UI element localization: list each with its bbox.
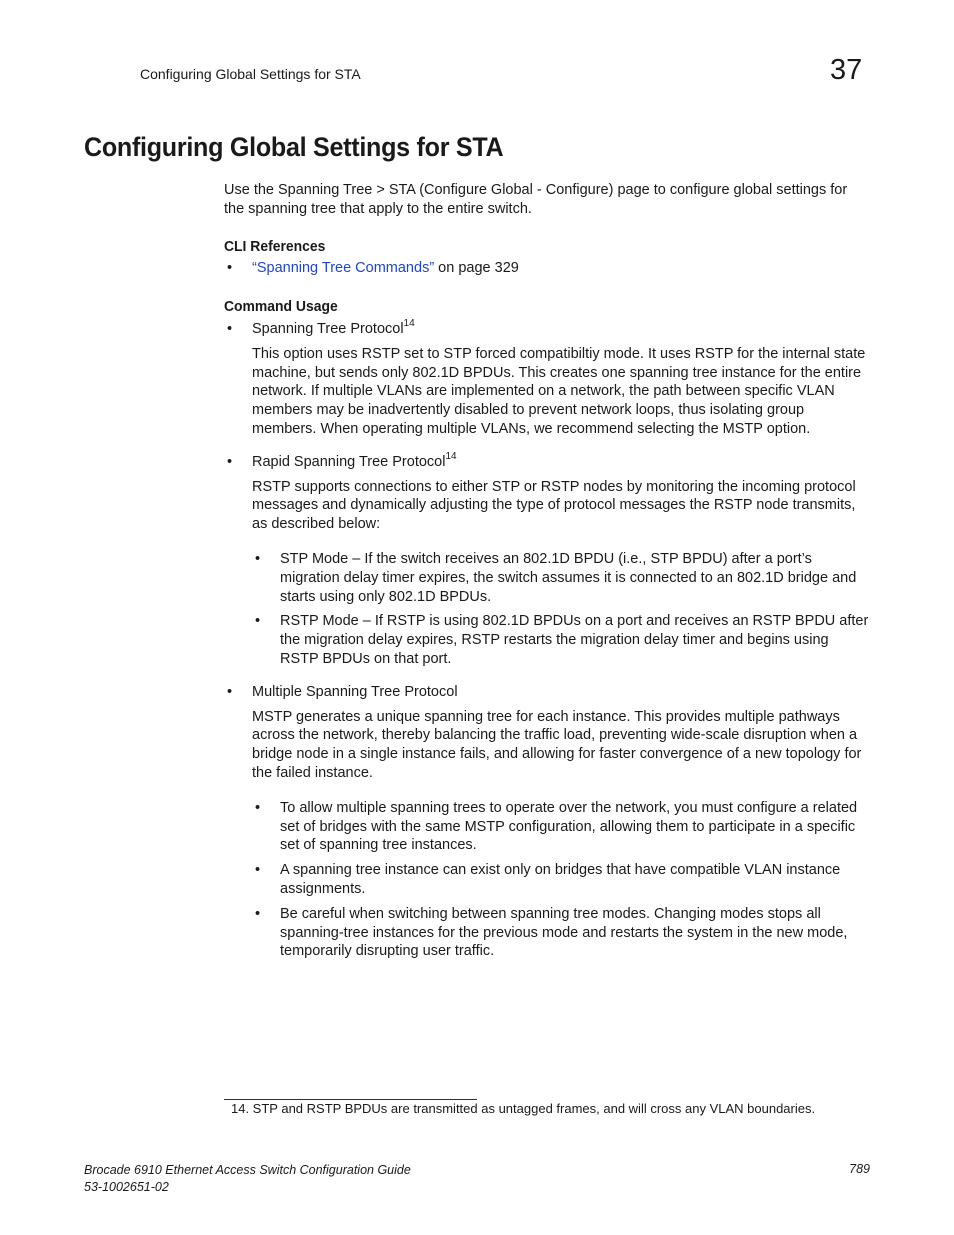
page-title: Configuring Global Settings for STA <box>84 132 504 162</box>
stp-description: This option uses RSTP set to STP forced compatibiltiy mode. It uses RSTP for the internal state machine, but sends only 802.1D BPDUs. This creates one spanning tree instance for the entire network. If multiple VLANs are implemented on a network, the path between specific VLAN members may be inadvertently disabled to prevent network loops, thus isolating group members. When operating multiple VLANs, we recommend selecting the MSTP option. <box>252 345 866 437</box>
list-item: • To allow multiple spanning trees to operate over the network, you must configure a related set of bridges with the same MSTP configuration, allowing them to participate in a specific set of spanning tree instances. <box>252 799 869 855</box>
page-number: 789 <box>849 1162 870 1176</box>
cli-references-heading: CLI References <box>224 238 326 255</box>
list-item: • Be careful when switching between spanning tree modes. Changing modes stops all spanning-tree instances for the previous mode and restarts the system in the new mode, temporarily disrupting user traffic. <box>252 905 869 961</box>
guide-title: Brocade 6910 Ethernet Access Switch Configuration Guide <box>84 1163 411 1177</box>
list-item <box>224 259 869 278</box>
command-usage-list <box>224 317 869 961</box>
list-item: • RSTP Mode – If RSTP is using 802.1D BPDUs on a port and receives an RSTP BPDU after the migration delay expires, RSTP restarts the migration delay timer and begins using RSTP BPDUs on that port. <box>252 612 869 668</box>
list-item-mstp <box>224 683 869 961</box>
cli-references-list <box>224 259 869 278</box>
chapter-number: 37 <box>830 54 863 86</box>
stp-label: Spanning Tree Protocol <box>252 320 404 337</box>
mstp-description: MSTP generates a unique spanning tree for each instance. This provides multiple pathways across the network, thereby balancing the traffic load, preventing wide-scale disruption when a bridge node in a single instance fails, and allowing for faster convergence of a new topology for the failed instance. <box>252 708 862 781</box>
running-header: Configuring Global Settings for STA <box>140 66 361 82</box>
footnote-divider <box>224 1099 477 1100</box>
document-number: 53-1002651-02 <box>84 1180 169 1194</box>
rstp-label: Rapid Spanning Tree Protocol <box>252 453 446 470</box>
footer <box>84 1162 411 1196</box>
rstp-mode-list <box>252 550 869 669</box>
mstp-label: Multiple Spanning Tree Protocol <box>252 683 458 700</box>
rstp-description: RSTP supports connections to either STP or RSTP nodes by monitoring the incoming protocol messages and dynamically adjusting the type of protocol messages the RSTP node transmits, as described below: <box>252 478 856 533</box>
list-item-rstp <box>224 450 869 669</box>
command-usage-heading: Command Usage <box>224 299 338 316</box>
spanning-tree-commands-link[interactable]: “Spanning Tree Commands” <box>252 260 435 277</box>
main-content <box>224 181 869 961</box>
footnote: 14. STP and RSTP BPDUs are transmitted as untagged frames, and will cross any VLAN boundaries. <box>231 1101 816 1116</box>
list-item-stp <box>224 317 869 439</box>
footnote-ref[interactable]: 14 <box>445 450 457 462</box>
list-item: • STP Mode – If the switch receives an 802.1D BPDU (i.e., STP BPDU) after a port’s migration delay timer expires, the switch assumes it is connected to an 802.1D bridge and starts using only 802.1D BPDUs. <box>252 550 869 606</box>
intro-paragraph: Use the Spanning Tree > STA (Configure Global - Configure) page to configure global settings for the spanning tree that apply to the entire switch. <box>224 182 848 217</box>
page-reference: on page 329 <box>434 260 519 277</box>
footnote-ref[interactable]: 14 <box>403 317 415 329</box>
list-item: • A spanning tree instance can exist only on bridges that have compatible VLAN instance assignments. <box>252 861 869 899</box>
mstp-notes-list <box>252 799 869 961</box>
